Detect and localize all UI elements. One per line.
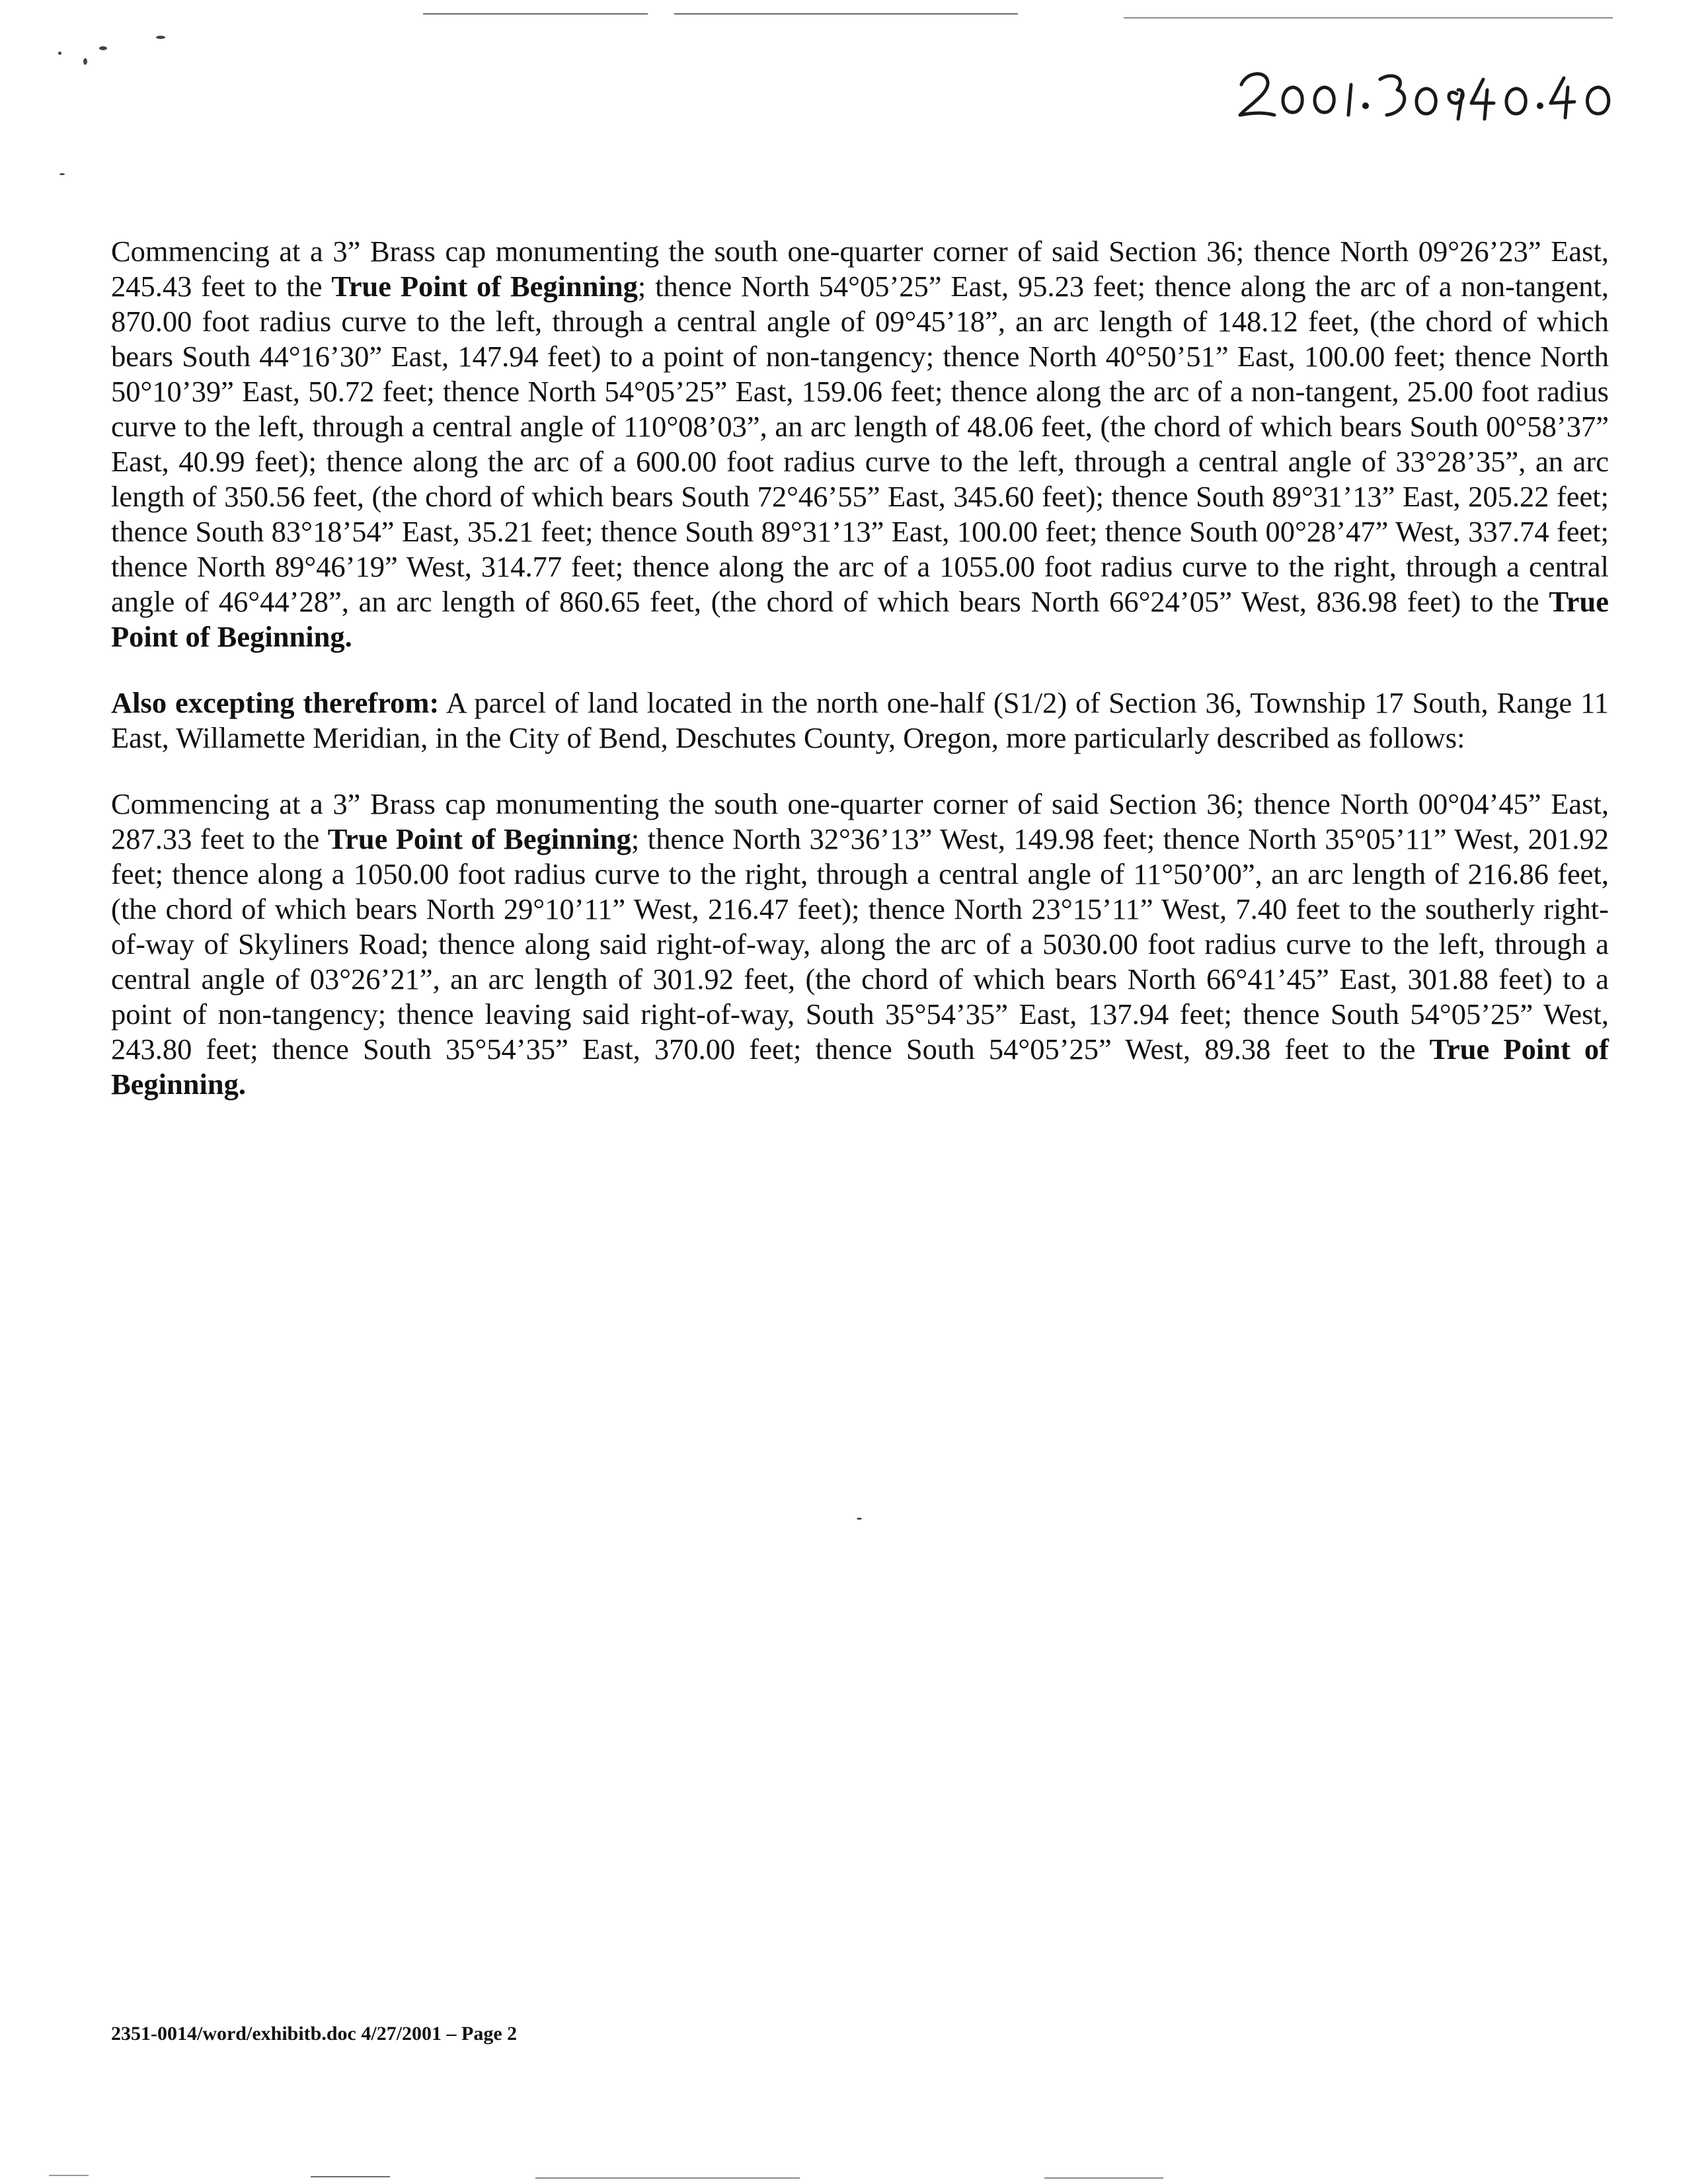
true-point-of-beginning-label: True Point of Beginning — [331, 270, 638, 303]
scan-artifact-line — [311, 2176, 390, 2177]
scan-artifact-line — [535, 2177, 800, 2179]
paragraph-exception — [111, 685, 1609, 756]
scan-artifact-speck — [99, 46, 107, 50]
true-point-of-beginning-label: True Point of Beginning. — [111, 1033, 1609, 1101]
text-segment: Commencing at a 3” Brass cap monumenting the south one-quarter corner of said Section 36; thence North 00°04’45” East, 287.33 feet to the — [111, 787, 1609, 855]
scan-artifact-line — [674, 13, 1018, 15]
scan-artifact-line — [1124, 17, 1613, 19]
scan-artifact-speck — [156, 36, 165, 39]
handwritten-document-number — [1233, 59, 1630, 126]
scan-artifact-speck — [83, 58, 87, 65]
true-point-of-beginning-label: True Point of Beginning — [327, 822, 631, 855]
scan-artifact-line — [423, 13, 648, 15]
scan-artifact-speck — [58, 52, 61, 55]
paragraph-first-parcel — [111, 234, 1609, 654]
paragraph-second-parcel — [111, 787, 1609, 1102]
scan-artifact-speck — [857, 1518, 862, 1520]
scan-artifact-line — [1044, 2177, 1163, 2179]
legal-description — [111, 234, 1609, 1133]
scan-artifact-line — [49, 2175, 89, 2176]
text-segment: A parcel of land located in the north one-half (S1/2) of Section 36, Township 17 South, Range 11 East, Willamette Meridian, in the City of Bend, Deschutes County, Oregon, more particularly described as follows: — [111, 686, 1609, 754]
page-footer: 2351-0014/word/exhibitb.doc 4/27/2001 – Page 2 — [111, 2023, 518, 2045]
scan-artifact-speck — [59, 173, 65, 175]
exception-heading: Also excepting therefrom: — [111, 686, 440, 719]
text-segment: Commencing at a 3” Brass cap monumenting the south one-quarter corner of said Section 36; thence North 09°26’23” East, 245.43 feet to the — [111, 235, 1609, 303]
text-segment: ; thence North 54°05’25” East, 95.23 feet; thence along the arc of a non-tangent, 870.00 foot radius curve to the left, through a central angle of 09°45’18”, an arc length of 148.12 feet, (the chord of which bears South 44°16’30” East, 147.94 feet) to a point of non-tangency; thence North 40°50’51” East, 100.00 feet; thence North 50°10’39” East, 50.72 feet; thence North 54°05’25” East, 159.06 feet; thence along the arc of a non-tangent, 25.00 foot radius curve to the left, through a central angle of 110°08’03”, an arc length of 48.06 feet, (the chord of which bears South 00°58’37” East, 40.99 feet); thence along the arc of a 600.00 foot radius curve to the left, through a central angle of 33°28’35”, an arc length of 350.56 feet, (the chord of which bears South 72°46’55” East, 345.60 feet); thence South 89°31’13” East, 205.22 feet; thence South 83°18’54” East, 35.21 feet; thence South 89°31’13” East, 100.00 feet; thence South 00°28’47” West, 337.74 feet; thence North 89°46’19” West, 314.77 feet; thence along the arc of a 1055.00 foot radius curve to the right, through a central angle of 46°44’28”, an arc length of 860.65 feet, (the chord of which bears North 66°24’05” West, 836.98 feet) to the — [111, 270, 1609, 618]
text-segment: ; thence North 32°36’13” West, 149.98 feet; thence North 35°05’11” West, 201.92 feet; thence along a 1050.00 foot radius curve to the right, through a central angle of 11°50’00”, an arc length of 216.86 feet, (the chord of which bears North 29°10’11” West, 216.47 feet); thence North 23°15’11” West, 7.40 feet to the southerly right-of-way of Skyliners Road; thence along said right-of-way, along the arc of a 5030.00 foot radius curve to the left, through a central angle of 03°26’21”, an arc length of 301.92 feet, (the chord of which bears North 66°41’45” East, 301.88 feet) to a point of non-tangency; thence leaving said right-of-way, South 35°54’35” East, 137.94 feet; thence South 54°05’25” West, 243.80 feet; thence South 35°54’35” East, 370.00 feet; thence South 54°05’25” West, 89.38 feet to the — [111, 822, 1609, 1066]
true-point-of-beginning-label: True Point of Beginning. — [111, 585, 1609, 653]
document-number-handwriting-icon — [1233, 59, 1630, 126]
